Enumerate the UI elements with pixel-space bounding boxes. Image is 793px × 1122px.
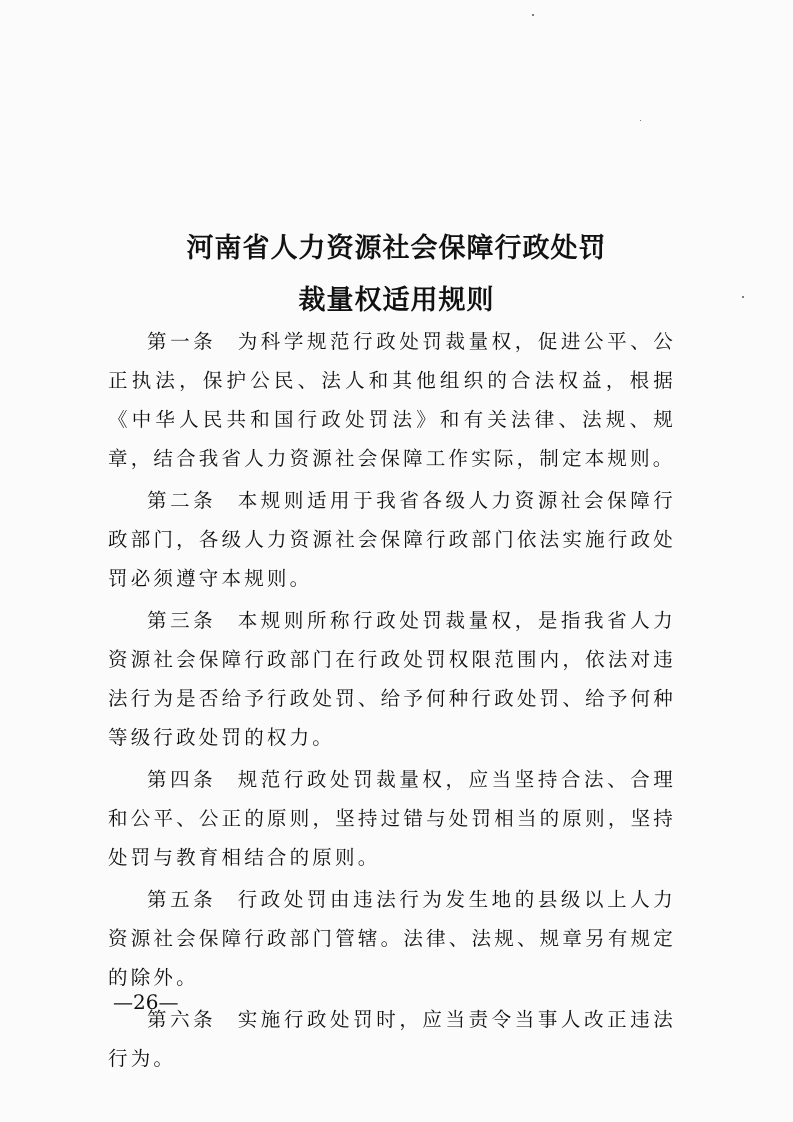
article-text: 本规则所称行政处罚裁量权，是指我省人力资源社会保障行政部门在行政处罚权限范围内，依法对违法行为是否给予行政处罚、给予何种行政处罚、给予何种等级行政处罚的权力。 <box>108 609 676 749</box>
article-number: 第四条 <box>147 768 217 791</box>
document-title-line-2: 裁量权适用规则 <box>298 285 495 316</box>
scan-speck <box>532 14 534 16</box>
article-text: 实施行政处罚时，应当责令当事人改正违法行为。 <box>108 1008 676 1070</box>
article-3 <box>108 601 676 757</box>
article-2 <box>108 481 676 598</box>
page-number: —26— <box>113 990 179 1014</box>
document-title-line-1: 河南省人力资源社会保障行政处罚 <box>186 233 607 264</box>
article-number: 第三条 <box>147 609 217 632</box>
article-text: 为科学规范行政处罚裁量权，促进公平、公正执法，保护公民、法人和其他组织的合法权益，根据《中华人民共和国行政处罚法》和有关法律、法规、规章，结合我省人力资源社会保障工作实际，制定本规则。 <box>108 330 676 470</box>
article-text: 行政处罚由违法行为发生地的县级以上人力资源社会保障行政部门管辖。法律、法规、规章另有规定的除外。 <box>108 888 676 989</box>
article-5 <box>108 880 676 997</box>
article-number: 第五条 <box>147 888 217 911</box>
scan-speck <box>640 120 641 121</box>
article-4 <box>108 760 676 877</box>
article-number: 第六条 <box>147 1008 217 1031</box>
document-body <box>108 322 676 1081</box>
article-number: 第一条 <box>147 330 217 353</box>
article-number: 第二条 <box>147 489 217 512</box>
article-6 <box>108 1000 676 1078</box>
article-text: 规范行政处罚裁量权，应当坚持合法、合理和公平、公正的原则，坚持过错与处罚相当的原则，坚持处罚与教育相结合的原则。 <box>108 768 676 869</box>
article-1 <box>108 322 676 478</box>
article-text: 本规则适用于我省各级人力资源社会保障行政部门，各级人力资源社会保障行政部门依法实施行政处罚必须遵守本规则。 <box>108 489 676 590</box>
